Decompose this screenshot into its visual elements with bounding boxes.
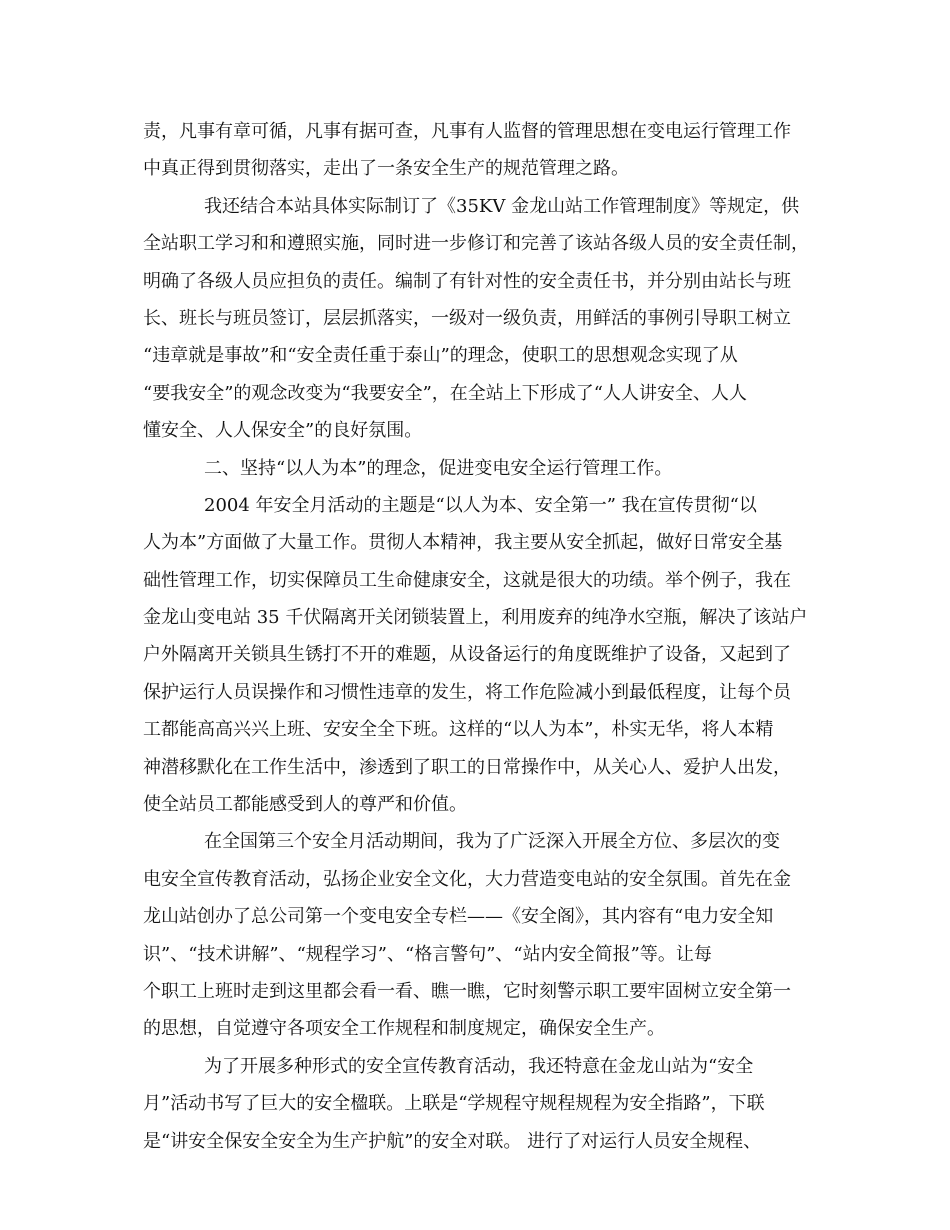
text-line: 懂安全、人人保安全”的良好氛围。 xyxy=(143,420,423,442)
text-line: 二、坚持“以人为本”的理念，促进变电安全运行管理工作。 xyxy=(204,457,673,479)
text-line: 金龙山变电站 35 千伏隔离开关闭锁装置上，利用废弃的纯净水空瓶，解决了该站户 xyxy=(143,607,808,629)
text-line: 全站职工学习和和遵照实施，同时进一步修订和完善了该站各级人员的安全责任制， xyxy=(143,233,809,255)
text-line: “违章就是事故”和“安全责任重于泰山”的理念，使职工的思想观念实现了从 xyxy=(143,345,738,367)
text-line: 龙山站创办了总公司第一个变电安全专栏——《安全阁》，其内容有“电力安全知 xyxy=(143,906,774,928)
text-line: 使全站员工都能感受到人的尊严和价值。 xyxy=(143,794,467,816)
text-line: 长、班长与班员签订，层层抓落实，一级对一级负责，用鲜活的事例引导职工树立 xyxy=(143,307,791,329)
text-line: 我还结合本站具体实际制订了《35KV 金龙山站工作管理制度》等规定，供 xyxy=(204,195,800,217)
text-line: 明确了各级人员应担负的责任。编制了有针对性的安全责任书，并分别由站长与班 xyxy=(143,270,791,292)
text-line: 户外隔离开关锁具生锈打不开的难题，从设备运行的角度既维护了设备，又起到了 xyxy=(143,644,791,666)
text-line: 识”、“技术讲解”、“规程学习”、“格言警句”、“站内安全简报”等。让每 xyxy=(143,943,712,965)
text-line: 的思想，自觉遵守各项安全工作规程和制度规定，确保安全生产。 xyxy=(143,1018,665,1040)
text-line: 中真正得到贯彻落实，走出了一条安全生产的规范管理之路。 xyxy=(143,158,629,180)
text-line: 保护运行人员误操作和习惯性违章的发生，将工作危险减小到最低程度，让每个员 xyxy=(143,681,791,703)
text-line: 个职工上班时走到这里都会看一看、瞧一瞧，它时刻警示职工要牢固树立安全第一 xyxy=(143,980,791,1002)
text-line: 电安全宣传教育活动，弘扬企业安全文化，大力营造变电站的安全氛围。首先在金 xyxy=(143,868,791,890)
text-line: “要我安全”的观念改变为“我要安全”，在全站上下形成了“人人讲安全、人人 xyxy=(143,382,748,404)
text-line: 责，凡事有章可循，凡事有据可查，凡事有人监督的管理思想在变电运行管理工作 xyxy=(143,121,791,142)
text-line: 2004 年安全月活动的主题是“以人为本、安全第一” 我在宣传贯彻“以 xyxy=(204,494,757,516)
text-line: 人为本”方面做了大量工作。贯彻人本精神，我主要从安全抓起，做好日常安全基 xyxy=(143,532,783,554)
text-line: 为了开展多种形式的安全宣传教育活动，我还特意在金龙山站为“安全 xyxy=(204,1055,754,1077)
body-text xyxy=(143,113,815,1160)
text-line: 工都能高高兴兴上班、安安全全下班。这样的“以人为本”，朴实无华，将人本精 xyxy=(143,719,774,741)
text-line: 神潜移默化在工作生活中，渗透到了职工的日常操作中，从关心人、爱护人出发， xyxy=(143,756,791,778)
text-line: 是“讲安全保安全安全为生产护航”的安全对联。 进行了对运行人员安全规程、 xyxy=(143,1130,762,1152)
text-line: 月”活动书写了巨大的安全楹联。上联是“学规程守规程规程为安全指路”，下联 xyxy=(143,1093,765,1115)
text-line: 础性管理工作，切实保障员工生命健康安全，这就是很大的功绩。举个例子，我在 xyxy=(143,569,791,591)
text-line: 在全国第三个安全月活动期间，我为了广泛深入开展全方位、多层次的变 xyxy=(204,831,780,853)
